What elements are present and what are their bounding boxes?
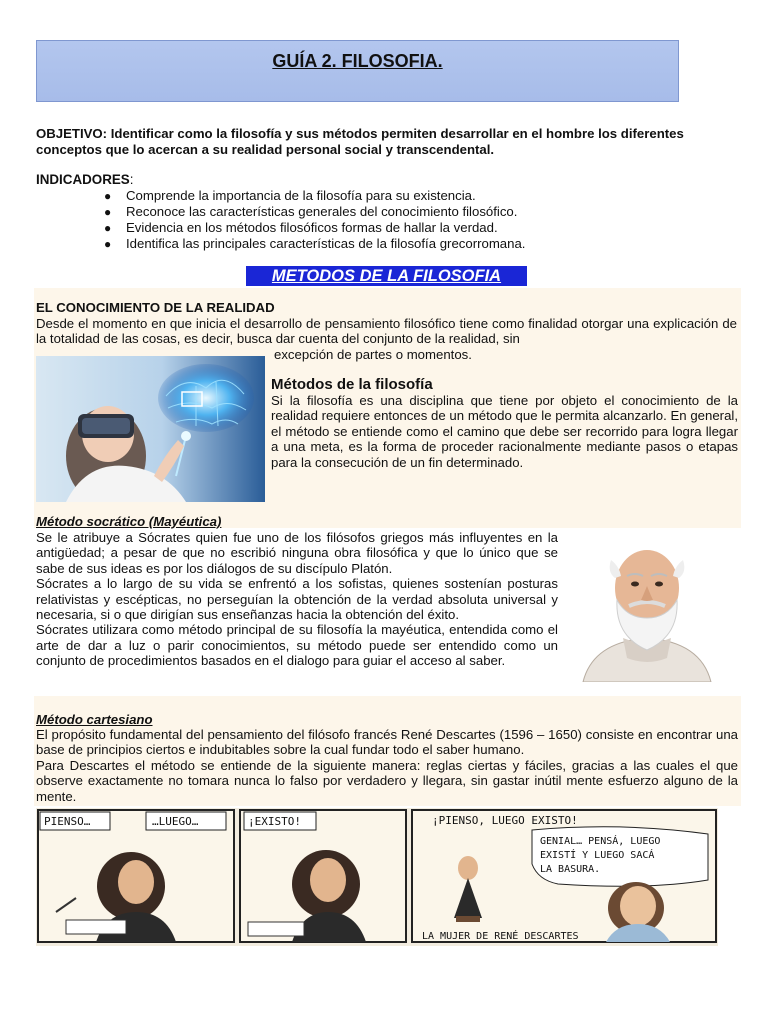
indicators-colon: :: [129, 172, 134, 187]
list-item-text: Evidencia en los métodos filosóficos formas de hallar la verdad.: [126, 220, 498, 235]
list-item: [104, 188, 525, 204]
comic-panel1-left-text: PIENSO…: [44, 815, 91, 828]
list-item-text: Identifica las principales características de la filosofía grecorromana.: [126, 236, 526, 251]
objective-text: OBJETIVO: Identificar como la filosofía y sus métodos permiten desarrollar en el hombre los diferentes conceptos que lo acercan a su realidad personal social y transcendental.: [36, 126, 684, 157]
methods-text-body: Si la filosofía es una disciplina que tiene por objeto el conocimiento de la realidad requiere entonces de un método que le permita alcanzarlo. En general, el método se entiende como el camino que debe ser recorrido para logra llegar a una meta, es la forma de proceder racionalmente mediante pasos o etapas para la consecución de un fin determinado.: [271, 393, 738, 470]
socrates-illustration: [563, 530, 731, 682]
vr-illustration: [36, 356, 265, 502]
knowledge-text: [36, 316, 737, 347]
cartesian-text: [36, 727, 738, 804]
socratic-text: [36, 530, 558, 669]
indicators-list: [104, 188, 525, 252]
socratic-p1: Se le atribuye a Sócrates quien fue uno de los filósofos griegos más influyentes en la antigüedad; a pesar de que no escribió ninguna obra filosófica y que lo único que se sabe de sus ideas es por los diálogos de su discípulo Platón.: [36, 530, 558, 576]
methods-title: Métodos de la filosofía: [271, 376, 433, 393]
list-item: [104, 220, 525, 236]
knowledge-text-tail: excepción de partes o momentos.: [274, 347, 472, 362]
bullet-icon: ●: [104, 189, 112, 203]
socratic-p3: Sócrates utilizara como método principal de su filosofía la mayéutica, entendida como el arte de dar a luz o parir conocimientos, su método puede ser entendido como un conjunto de procedimientos basados en el dialogo para guiar el acceso al saber.: [36, 622, 558, 669]
socrates-portrait-image: [563, 530, 731, 682]
knowledge-title: EL CONOCIMIENTO DE LA REALIDAD: [36, 300, 275, 315]
comic-panel1-right-text: …LUEGO…: [152, 815, 199, 828]
list-item: [104, 236, 525, 252]
bullet-icon: ●: [104, 205, 112, 219]
comic-bubble-line-1: GENIAL… PENSÁ, LUEGO: [540, 836, 661, 847]
socratic-p2: Sócrates a lo largo de su vida se enfrentó a los sofistas, quienes sostenían posturas relativistas y escépticas, no perseguían la obtención de la verdad absoluta universal y necesaria, si o que dirigían sus enseñanzas hacia la obtención del éxito.: [36, 576, 558, 623]
vr-headset-image: [36, 356, 265, 502]
list-item: [104, 204, 525, 220]
cartesian-p1: El propósito fundamental del pensamiento del filósofo francés René Descartes (1596 – 1650) consiste en encontrar una base de principios ciertos e indubitables sobre la cual fundar todo el saber humano.: [36, 727, 738, 758]
indicators-label-text: INDICADORES: [36, 172, 130, 187]
bullet-icon: ●: [104, 237, 112, 251]
comic-panel3-top-text: ¡PIENSO, LUEGO EXISTO!: [432, 814, 578, 827]
knowledge-text-main: Desde el momento en que inicia el desarrollo de pensamiento filosófico tiene como finalidad otorgar una explicación de la totalidad de las cosas, es decir, busca dar cuenta del conjunto de la realidad, sin: [36, 316, 737, 347]
descartes-comic-strip: [36, 808, 718, 946]
page-title: GUÍA 2. FILOSOFIA.: [272, 51, 443, 71]
title-box: [36, 40, 679, 102]
methods-text: [271, 393, 738, 470]
comic-bubble-line-3: LA BASURA.: [540, 864, 601, 875]
cartesian-p2: Para Descartes el método se entiende de la siguiente manera: reglas ciertas y fáciles, gracias a las cuales el que observe exactamente no tomara nunca lo falso por verdadero y llegara, sin gastar inútil mente esfuerzo alguno de la mente.: [36, 757, 738, 804]
comic-bubble-line-2: EXISTÍ Y LUEGO SACÁ: [540, 850, 655, 861]
list-item-text: Reconoce las características generales del conocimiento filosófico.: [126, 204, 518, 219]
socratic-title: Método socrático (Mayéutica): [36, 514, 222, 529]
list-item-text: Comprende la importancia de la filosofía para su existencia.: [126, 188, 476, 203]
cartesian-title: Método cartesiano: [36, 712, 153, 727]
indicators-label: [36, 172, 133, 188]
comic-illustration: [36, 808, 718, 946]
comic-panel2-text: ¡EXISTO!: [248, 815, 301, 828]
bullet-icon: ●: [104, 221, 112, 235]
comic-caption: LA MUJER DE RENÉ DESCARTES: [422, 931, 579, 942]
methods-heading: METODOS DE LA FILOSOFIA: [246, 266, 527, 286]
